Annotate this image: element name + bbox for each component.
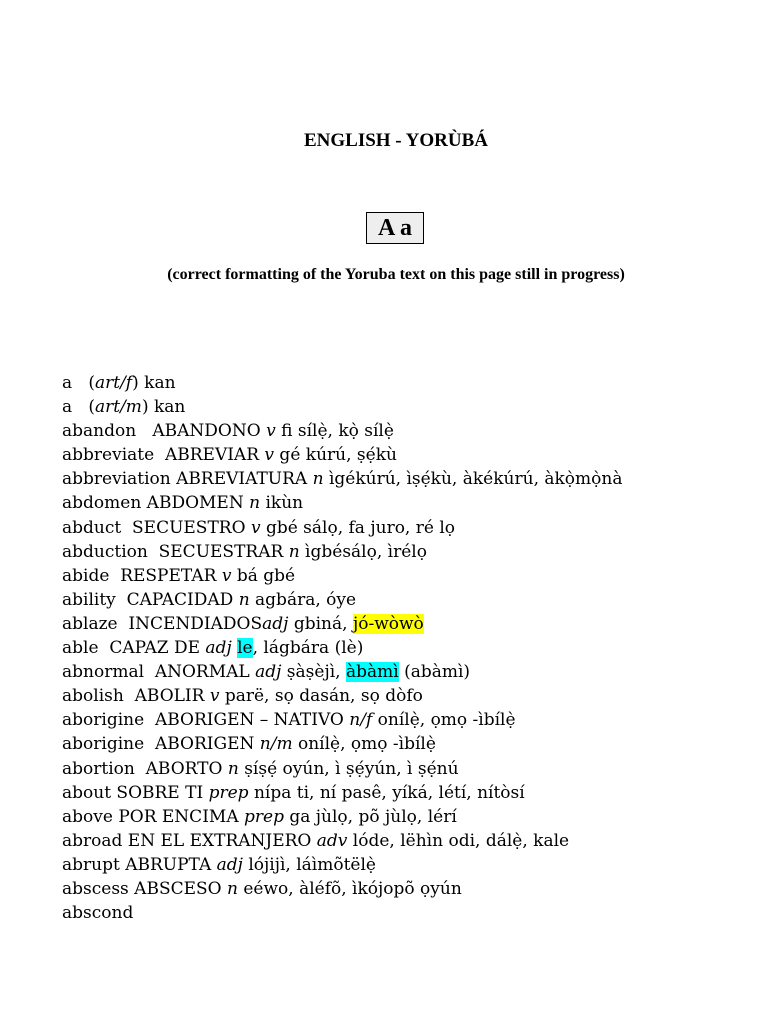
dictionary-entry xyxy=(62,395,762,419)
entry-headword: abroad EN EL EXTRANJERO xyxy=(62,830,317,851)
entry-part-of-speech: adj xyxy=(255,662,282,683)
entry-translation: ìgbésálọ, ìrélọ xyxy=(299,541,427,562)
entry-headword: about SOBRE TI xyxy=(62,782,209,803)
highlighted-translation: jó-wòwò xyxy=(352,613,424,634)
dictionary-entry xyxy=(62,564,762,588)
entry-part-of-speech: adj xyxy=(262,613,289,634)
entry-translation: lóde, lëhìn odi, dálẹ̀, kale xyxy=(347,830,570,851)
entry-translation: ikùn xyxy=(260,493,304,514)
entry-part-of-speech: v xyxy=(264,445,275,466)
entry-headword: abandon ABANDONO xyxy=(62,421,267,442)
dictionary-entry xyxy=(62,516,762,540)
dictionary-entry xyxy=(62,660,762,684)
section-letter-box: A a xyxy=(366,212,424,244)
entry-translation: ) kan xyxy=(141,397,186,418)
dictionary-entry xyxy=(62,540,762,564)
entry-part-of-speech: adj xyxy=(205,638,232,659)
entry-part-of-speech: n/f xyxy=(349,710,373,731)
entry-headword: abide RESPETAR xyxy=(62,565,222,586)
entry-part-of-speech: prep xyxy=(244,806,284,827)
entry-part-of-speech: n xyxy=(227,758,239,779)
dictionary-entry-list xyxy=(62,371,762,925)
entry-translation: ṣíṣẹ́ oyún, ì ṣẹ́yún, ì ṣẹ́nú xyxy=(238,758,459,779)
entry-translation: parë, sọ dasán, sọ dòfo xyxy=(219,686,423,707)
entry-translation: onílẹ̀, ọmọ -ìbílẹ̀ xyxy=(372,710,516,731)
dictionary-entry xyxy=(62,781,762,805)
entry-part-of-speech: n xyxy=(288,541,300,562)
dictionary-entry xyxy=(62,853,762,877)
dictionary-entry xyxy=(62,901,762,925)
entry-headword: abrupt ABRUPTA xyxy=(62,854,217,875)
dictionary-entry xyxy=(62,419,762,443)
dictionary-entry xyxy=(62,757,762,781)
entry-headword: a ( xyxy=(62,397,95,418)
entry-translation: gbiná, xyxy=(288,613,353,634)
entry-part-of-speech: v xyxy=(209,686,220,707)
entry-part-of-speech: n xyxy=(227,878,238,899)
entry-headword: ability CAPACIDAD xyxy=(62,589,239,610)
entry-headword: abdomen ABDOMEN xyxy=(62,493,250,514)
entry-headword: abortion ABORTO xyxy=(62,758,228,779)
highlighted-translation: àbàmì xyxy=(345,662,399,683)
formatting-note: (correct formatting of the Yoruba text on this page still in progress) xyxy=(167,266,625,283)
entry-translation: ga jùlọ, põ jùlọ, lérí xyxy=(283,806,457,827)
entry-part-of-speech: prep xyxy=(208,782,249,803)
dictionary-entry xyxy=(62,371,762,395)
dictionary-entry xyxy=(62,877,762,901)
entry-headword: abnormal ANORMAL xyxy=(62,662,256,683)
entry-headword: able CAPAZ DE xyxy=(62,638,206,659)
entry-translation: ìgékúrú, ìṣẹ́kù, àkékúrú, àkọ̀mọ̀nà xyxy=(323,469,623,490)
entry-headword: abolish ABOLIR xyxy=(62,686,210,707)
entry-part-of-speech: adj xyxy=(216,854,243,875)
entry-part-of-speech: adv xyxy=(316,830,348,851)
entry-translation: fi sílẹ̀, kọ̀ sílẹ̀ xyxy=(275,421,394,442)
entry-part-of-speech: n xyxy=(238,589,250,610)
entry-headword: abduction SECUESTRAR xyxy=(62,541,289,562)
entry-translation: bá gbé xyxy=(231,565,296,586)
entry-translation: lójijì, láìmõtëlẹ̀ xyxy=(242,854,376,875)
entry-translation: gé kúrú, ṣẹ́kù xyxy=(274,445,397,466)
dictionary-entry xyxy=(62,805,762,829)
page-title: ENGLISH - YORÙBÁ xyxy=(303,130,489,151)
dictionary-entry xyxy=(62,467,762,491)
entry-part-of-speech: n/m xyxy=(259,734,293,755)
dictionary-entry xyxy=(62,684,762,708)
dictionary-entry xyxy=(62,636,762,660)
entry-translation: agbára, óye xyxy=(249,589,357,610)
entry-part-of-speech: v xyxy=(221,565,232,586)
entry-translation-rest: (abàmì) xyxy=(398,662,471,683)
entry-headword: aborigine ABORIGEN xyxy=(62,734,260,755)
entry-part-of-speech: art/f xyxy=(94,373,133,393)
dictionary-entry xyxy=(62,491,762,515)
dictionary-entry xyxy=(62,708,762,732)
entry-headword: abscond xyxy=(62,903,134,924)
entry-translation: nípa ti, ní pasê, yíká, létí, nítòsí xyxy=(248,782,525,803)
dictionary-entry xyxy=(62,612,762,636)
entry-headword: abbreviation ABREVIATURA xyxy=(62,469,313,490)
dictionary-entry xyxy=(62,588,762,612)
entry-part-of-speech: v xyxy=(250,517,261,538)
entry-headword: aborigine ABORIGEN – NATIVO xyxy=(62,710,350,731)
dictionary-entry xyxy=(62,443,762,467)
highlighted-translation: le xyxy=(237,638,253,659)
entry-part-of-speech: n xyxy=(249,493,261,514)
dictionary-entry xyxy=(62,732,762,756)
entry-headword: a ( xyxy=(62,373,95,393)
entry-translation: eéwo, àléfõ, ìkójopõ ọyún xyxy=(237,878,462,899)
entry-headword: above POR ENCIMA xyxy=(62,806,244,827)
dictionary-entry xyxy=(62,829,762,853)
entry-translation: ) kan xyxy=(132,373,176,393)
entry-translation: onílẹ̀, ọmọ -ìbílẹ̀ xyxy=(292,734,436,755)
entry-headword: abscess ABSCESO xyxy=(62,878,227,899)
entry-headword: abduct SECUESTRO xyxy=(62,517,251,538)
entry-part-of-speech: art/m xyxy=(94,397,142,418)
entry-headword: abbreviate ABREVIAR xyxy=(62,445,265,466)
entry-translation: gbé sálọ, fa juro, ré lọ xyxy=(260,517,456,538)
entry-headword: ablaze INCENDIADOS xyxy=(62,613,263,634)
entry-translation-rest: , lágbára (lè) xyxy=(252,638,364,659)
entry-part-of-speech: v xyxy=(266,421,276,442)
entry-translation: ṣàṣèjì, xyxy=(281,662,346,683)
entry-part-of-speech: n xyxy=(312,469,324,490)
